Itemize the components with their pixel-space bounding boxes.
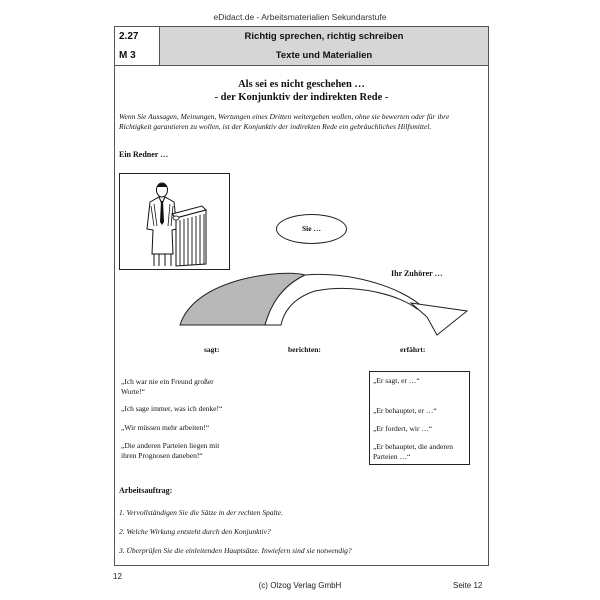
you-label: Sie … xyxy=(302,224,321,233)
speaker-at-podium-icon xyxy=(120,174,229,269)
quote-4: „Die anderen Parteien liegen mit ihren Prognosen daneben!“ xyxy=(121,441,220,460)
intro-text: Wenn Sie Aussagen, Meinungen, Wertungen eines Dritten weitergeben wollen, ohne sie bewerten oder für ihre Richtigkeit garantieren zu wollen, ist der Konjunktiv der indirekten Rede ein gebräuchliches Hilfsmittel. xyxy=(119,112,450,131)
answer-box xyxy=(369,371,470,465)
page-subtitle: - der Konjunktiv der indirekten Rede - xyxy=(214,92,389,103)
task-item-1: 1. Vervollständigen Sie die Sätze in der rechten Spalte. xyxy=(119,508,283,517)
worksheet-page xyxy=(114,26,489,566)
speaker-illustration xyxy=(119,173,230,270)
section-title: Richtig sprechen, richtig schreiben xyxy=(160,27,488,46)
copyright: (c) Olzog Verlag GmbH xyxy=(258,581,342,590)
task-item-2: 2. Welche Wirkung entsteht durch den Konjunktiv? xyxy=(119,527,271,536)
quote-3: „Wir müssen mehr arbeiten!“ xyxy=(121,423,210,432)
section-number: 2.27 xyxy=(115,27,160,46)
page-number: 12 xyxy=(113,572,122,581)
material-number: M 3 xyxy=(115,46,160,65)
answer-1: „Er sagt, er …“ xyxy=(373,376,420,385)
column-label-learns: erfährt: xyxy=(400,345,426,354)
header-row-1 xyxy=(115,27,488,47)
listener-label: Ihr Zuhörer … xyxy=(391,269,443,278)
column-label-says: sagt: xyxy=(204,345,220,354)
quote-2: „Ich sage immer, was ich denke!“ xyxy=(121,404,223,413)
quote-1: „Ich war nie ein Freund großer Worte!“ xyxy=(121,377,214,396)
task-heading: Arbeitsauftrag: xyxy=(119,486,173,495)
page-title: Als sei es nicht geschehen … xyxy=(238,79,365,90)
answer-4: „Er behauptet, die anderen Parteien …“ xyxy=(373,442,453,461)
material-title: Texte und Materialien xyxy=(160,46,488,65)
speaker-label: Ein Redner … xyxy=(119,150,169,159)
site-header: eDidact.de - Arbeitsmaterialien Sekundarstufe xyxy=(213,12,387,22)
report-arrow-icon xyxy=(175,267,475,337)
answer-2: „Er behauptet, er …“ xyxy=(373,406,437,415)
task-item-3: 3. Überprüfen Sie die einleitenden Hauptsätze. Inwiefern sind sie notwendig? xyxy=(119,546,352,555)
column-label-report: berichten: xyxy=(288,345,321,354)
answer-3: „Er fordert, wir …“ xyxy=(373,424,433,433)
header-row-2 xyxy=(115,46,488,66)
page-label: Seite 12 xyxy=(453,581,483,590)
